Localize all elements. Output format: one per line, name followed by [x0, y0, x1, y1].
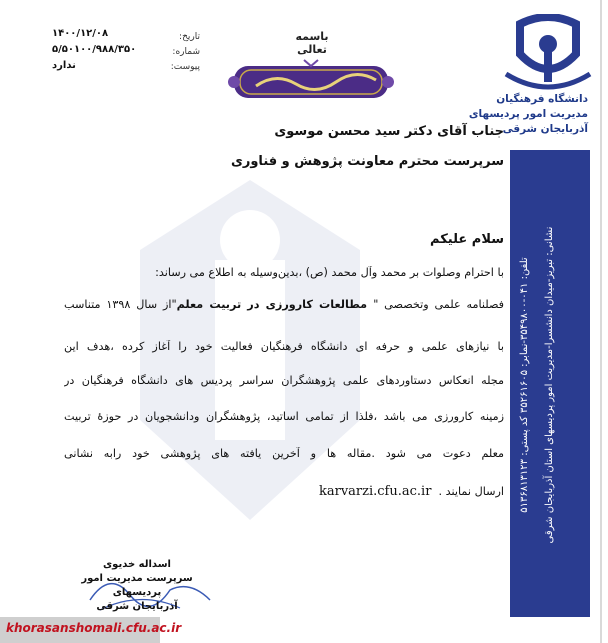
body-text: فصلنامه علمی وتخصصی ": [373, 298, 504, 311]
body-line: [144, 484, 504, 499]
footer-strip: [0, 617, 182, 643]
attachment-label: پیوست:: [170, 62, 200, 72]
addressee-name: جناب آقای دکتر سید محسن موسوی: [274, 124, 504, 139]
body-line: با نیازهای علمی و حرفه ای دانشگاه فرهنگیان فعالیت خود را آغاز کرده ،هدف این: [64, 340, 504, 353]
body-text: ارسال نمایند .: [438, 485, 504, 498]
attachment-value: ندارد: [52, 60, 76, 71]
body-line: زمینه کارورزی می باشد ،فلذا از تمامی اساتید، پژوهشگران ودانشجویان در حوزهٔ تربیت: [64, 410, 504, 423]
website-text: Https://AzarbaijanSharghi.cfu.ac.ir: [493, 290, 506, 480]
footer-site-link[interactable]: khorasanshomali.cfu.ac.ir: [6, 621, 182, 635]
date-label: تاریخ:: [179, 32, 200, 42]
signer-title: سرپرست مدیریت امور پردیسهای: [81, 573, 193, 598]
university-logo-icon: [500, 14, 596, 94]
body-line: با احترام وصلوات بر محمد وآل محمد (ص) ،بدین‌وسیله به اطلاع می رساند:: [155, 266, 504, 279]
frame-divider: [600, 0, 602, 643]
number-value: ۵/۵۰۱۰۰/۹۸۸/۳۵۰: [52, 44, 137, 55]
address-text: نشانی: تبریز-میدان دانشسرا-مدیریت امور پردیسهای استان آذربایجان شرقی: [544, 226, 555, 544]
university-line: دانشگاه فرهنگیان: [496, 93, 588, 105]
date-value: ۱۴۰۰/۱۲/۰۸: [52, 28, 109, 39]
addressee-title: سرپرست محترم معاونت پژوهش و فناوری: [230, 154, 504, 169]
contact-side-strip: [493, 150, 590, 620]
body-line: مجله انعکاس دستاوردهای علمی پژوهشگران سراسر پردیس های دانشگاه فرهنگیان در: [64, 374, 504, 387]
university-line: مدیریت امور پردیسهای: [468, 108, 588, 120]
bismillah-heading: باسمه تعالی: [295, 30, 329, 56]
footer: [0, 617, 608, 643]
signature-block: [62, 558, 212, 614]
phone-text: تلفن: ۰۴۱-۳۵۴۹۸۰۰-نمابر: ۳۵۲۶۱۶۰۵ کد پستی: ۵۱۳۶۸۱۳۱۲۳: [519, 257, 530, 513]
body-line: معلم دعوت می شود .مقاله ها و آخرین یافته های پژوهشی خود رابه نشانی: [64, 447, 504, 460]
calligraphy-banner-icon: [226, 52, 396, 112]
journal-title: مطالعات کارورزی در تربیت معلم: [176, 298, 374, 311]
body-line: [64, 298, 504, 311]
journal-url: karvarzi.cfu.ac.ir: [318, 484, 432, 499]
signer-region: آذربایجان شرقی: [96, 601, 178, 612]
salutation: سلام علیکم: [430, 232, 504, 247]
university-line: آذربایجان شرقی: [502, 123, 588, 135]
signer-name: اسداله خدیوی: [103, 559, 171, 570]
body-text: "از سال ۱۳۹۸ متناسب: [64, 298, 177, 311]
meta-labels: [148, 30, 200, 75]
meta-values: [52, 26, 138, 74]
number-label: شماره:: [172, 47, 200, 57]
